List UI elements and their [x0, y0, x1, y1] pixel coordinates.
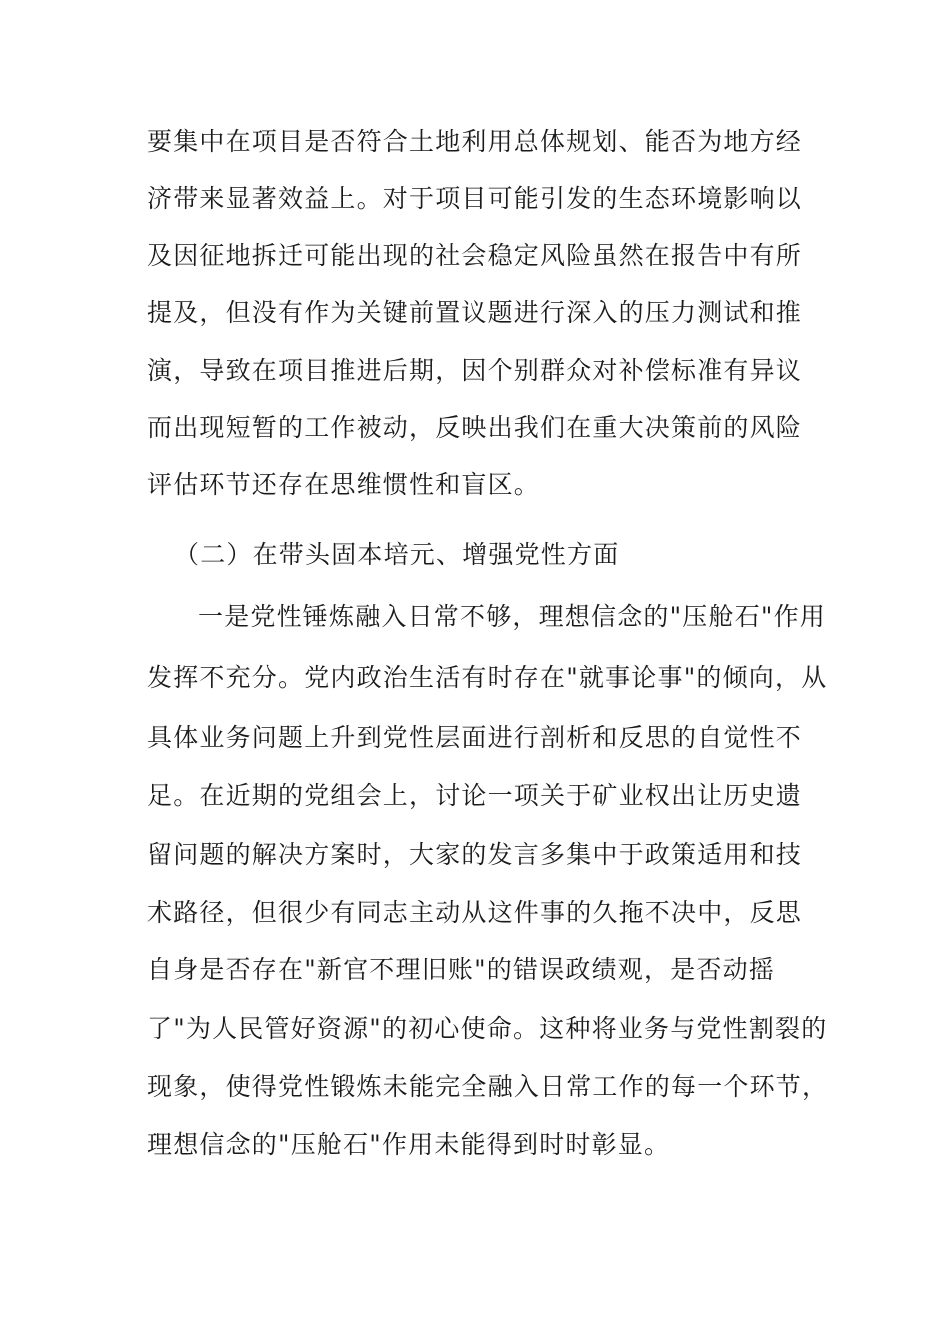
body-text-line: 评估环节还存在思维惯性和盲区。: [147, 470, 541, 499]
body-text-line: 发挥不充分。党内政治生活有时存在"就事论事"的倾向，从: [147, 663, 828, 692]
body-text-line: 提及，但没有作为关键前置议题进行深入的压力测试和推: [147, 298, 803, 327]
body-text-line: 一是党性锤炼融入日常不够，理想信念的"压舱石"作用: [198, 602, 827, 631]
body-text-line: 济带来显著效益上。对于项目可能引发的生态环境影响以: [147, 184, 803, 213]
section-heading: （二）在带头固本培元、增强党性方面: [174, 540, 620, 569]
body-text-line: 现象，使得党性锻炼未能完全融入日常工作的每一个环节，: [147, 1072, 829, 1101]
body-text-line: 留问题的解决方案时，大家的发言多集中于政策适用和技: [147, 840, 803, 869]
body-text-line: 了"为人民管好资源"的初心使命。这种将业务与党性割裂的: [147, 1014, 828, 1043]
body-text-line: 足。在近期的党组会上，讨论一项关于矿业权出让历史遗: [147, 781, 803, 810]
body-text-line: 理想信念的"压舱石"作用未能得到时时彰显。: [147, 1130, 671, 1159]
body-text-line: 自身是否存在"新官不理旧账"的错误政绩观，是否动摇: [147, 955, 776, 984]
body-text-line: 演，导致在项目推进后期，因个别群众对补偿标准有异议: [147, 356, 803, 385]
body-text-line: 要集中在项目是否符合土地利用总体规划、能否为地方经: [147, 127, 803, 156]
body-text-line: 及因征地拆迁可能出现的社会稳定风险虽然在报告中有所: [147, 241, 803, 270]
body-text-line: 具体业务问题上升到党性层面进行剖析和反思的自觉性不: [147, 723, 803, 752]
body-text-line: 术路径，但很少有同志主动从这件事的久拖不决中，反思: [147, 898, 803, 927]
body-text-line: 而出现短暂的工作被动，反映出我们在重大决策前的风险: [147, 413, 803, 442]
